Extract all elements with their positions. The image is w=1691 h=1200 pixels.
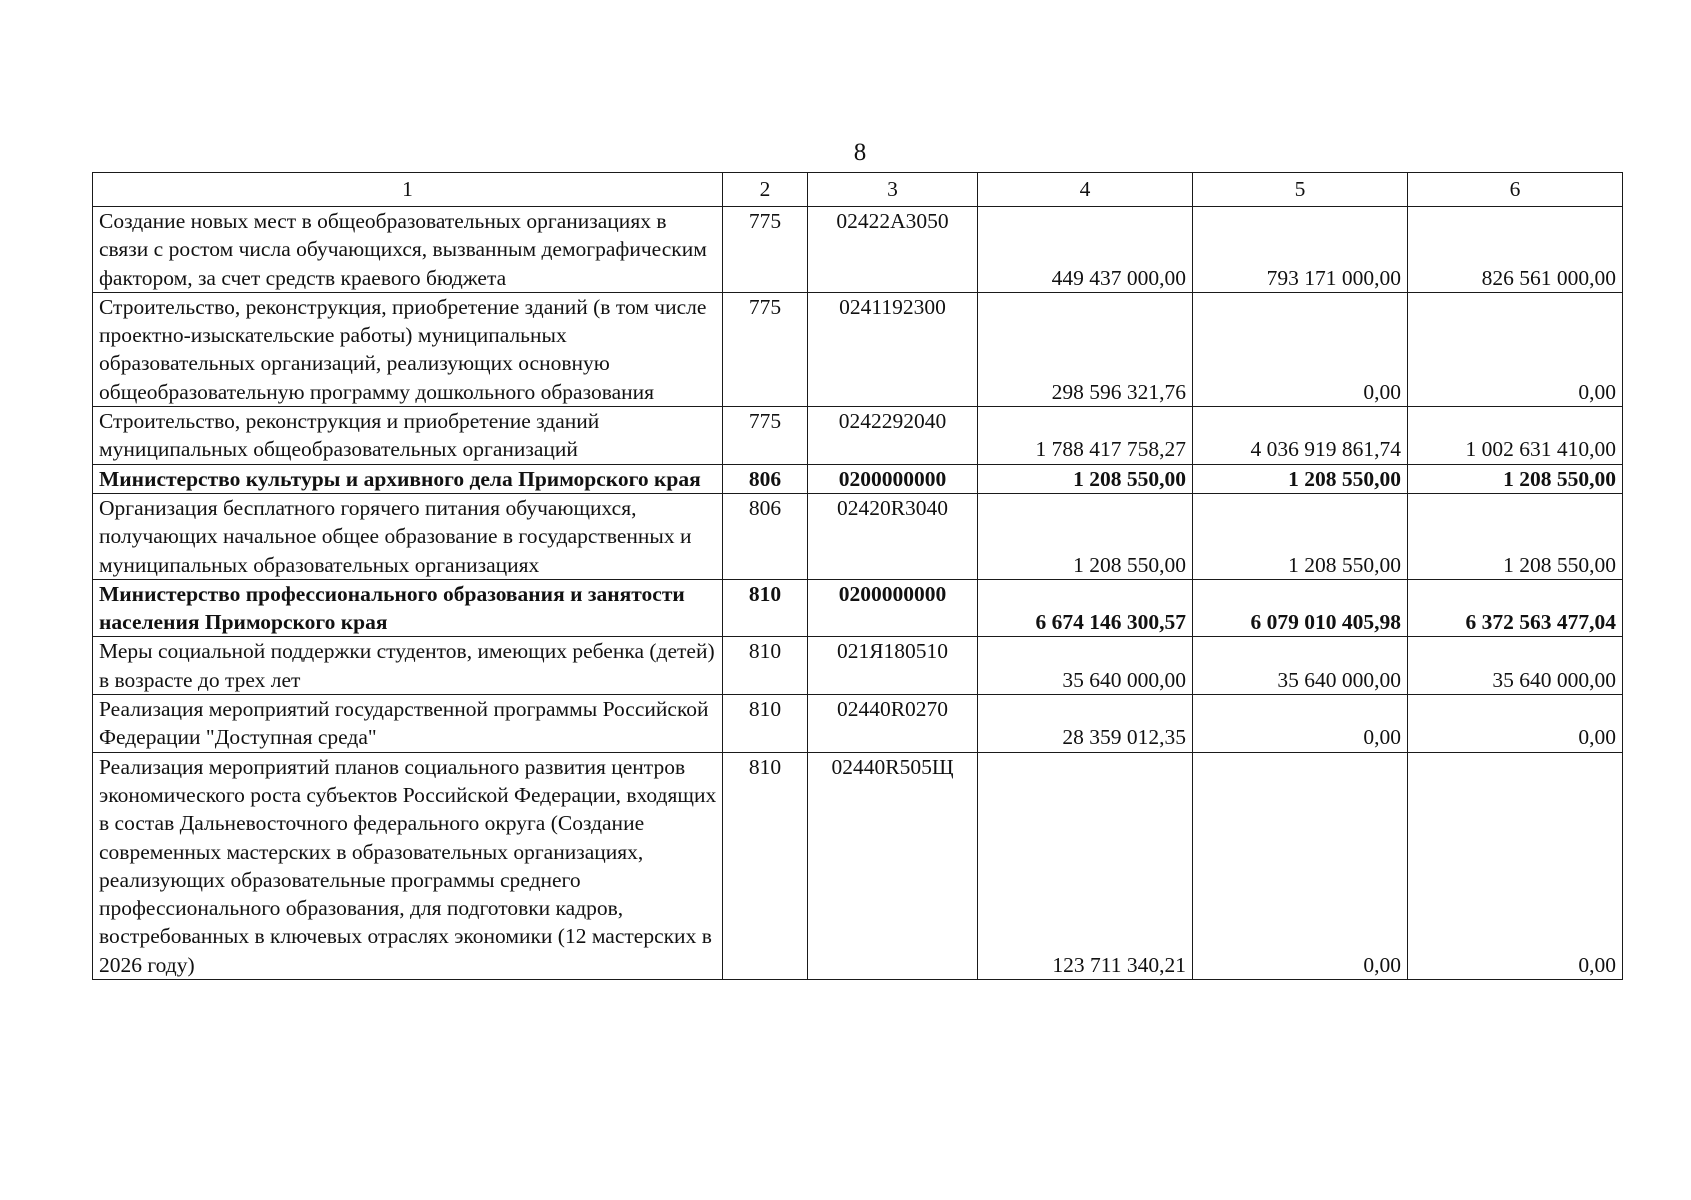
cell-amount-col4: 28 359 012,35 [978,695,1193,753]
cell-amount-col6: 1 208 550,00 [1408,464,1623,493]
cell-amount-col5: 0,00 [1193,752,1408,979]
cell-amount-col5: 0,00 [1193,695,1408,753]
table-row [93,407,1623,465]
table-row [93,695,1623,753]
cell-name: Создание новых мест в общеобразовательных организациях в связи с ростом числа обучающихся, вызванным демографическим фактором, за счет средств краевого бюджета [93,207,723,293]
table-row [93,637,1623,695]
cell-amount-col6: 826 561 000,00 [1408,207,1623,293]
cell-csr-code: 0200000000 [808,579,978,637]
cell-name: Строительство, реконструкция, приобретение зданий (в том числе проектно-изыскательские работы) муниципальных образовательных организаций, реализующих основную общеобразовательную программу дошкольного образования [93,292,723,406]
cell-amount-col4: 6 674 146 300,57 [978,579,1193,637]
table-row [93,292,1623,406]
cell-csr-code: 02420R3040 [808,493,978,579]
cell-csr-code: 021Я180510 [808,637,978,695]
table-row [93,752,1623,979]
header-col-1: 1 [93,173,723,207]
header-col-3: 3 [808,173,978,207]
cell-grbs-code: 775 [723,292,808,406]
cell-amount-col5: 35 640 000,00 [1193,637,1408,695]
cell-amount-col5: 6 079 010 405,98 [1193,579,1408,637]
header-col-6: 6 [1408,173,1623,207]
cell-csr-code: 0242292040 [808,407,978,465]
table-row-total [93,579,1623,637]
header-col-5: 5 [1193,173,1408,207]
cell-grbs-code: 810 [723,695,808,753]
cell-grbs-code: 775 [723,207,808,293]
page-number: 8 [853,139,867,166]
table-row [93,493,1623,579]
cell-csr-code: 0200000000 [808,464,978,493]
cell-amount-col6: 0,00 [1408,695,1623,753]
cell-grbs-code: 810 [723,752,808,979]
header-row [93,173,1623,207]
cell-grbs-code: 806 [723,493,808,579]
cell-amount-col4: 449 437 000,00 [978,207,1193,293]
cell-amount-col6: 35 640 000,00 [1408,637,1623,695]
cell-amount-col5: 1 208 550,00 [1193,493,1408,579]
table-row [93,207,1623,293]
cell-amount-col5: 4 036 919 861,74 [1193,407,1408,465]
cell-amount-col6: 1 002 631 410,00 [1408,407,1623,465]
cell-amount-col4: 35 640 000,00 [978,637,1193,695]
cell-name: Строительство, реконструкция и приобретение зданий муниципальных общеобразовательных организаций [93,407,723,465]
cell-amount-col5: 793 171 000,00 [1193,207,1408,293]
header-col-2: 2 [723,173,808,207]
cell-grbs-code: 775 [723,407,808,465]
cell-name: Министерство профессионального образования и занятости населения Приморского края [93,579,723,637]
table-row-total [93,464,1623,493]
cell-csr-code: 0241192300 [808,292,978,406]
cell-name: Реализация мероприятий государственной программы Российской Федерации "Доступная среда" [93,695,723,753]
cell-grbs-code: 810 [723,637,808,695]
cell-amount-col4: 123 711 340,21 [978,752,1193,979]
cell-csr-code: 02440R0270 [808,695,978,753]
cell-amount-col5: 1 208 550,00 [1193,464,1408,493]
cell-amount-col5: 0,00 [1193,292,1408,406]
cell-amount-col6: 6 372 563 477,04 [1408,579,1623,637]
cell-grbs-code: 806 [723,464,808,493]
header-col-4: 4 [978,173,1193,207]
budget-table [92,172,1623,980]
cell-grbs-code: 810 [723,579,808,637]
cell-name: Меры социальной поддержки студентов, имеющих ребенка (детей) в возрасте до трех лет [93,637,723,695]
cell-amount-col4: 298 596 321,76 [978,292,1193,406]
table-body [93,207,1623,980]
cell-csr-code: 02440R505Щ [808,752,978,979]
cell-amount-col4: 1 208 550,00 [978,464,1193,493]
cell-name: Организация бесплатного горячего питания обучающихся, получающих начальное общее образование в государственных и муниципальных образовательных организациях [93,493,723,579]
cell-amount-col4: 1 208 550,00 [978,493,1193,579]
cell-name: Министерство культуры и архивного дела Приморского края [93,464,723,493]
cell-amount-col6: 0,00 [1408,292,1623,406]
cell-amount-col6: 0,00 [1408,752,1623,979]
cell-amount-col4: 1 788 417 758,27 [978,407,1193,465]
cell-name: Реализация мероприятий планов социального развития центров экономического роста субъектов Российской Федерации, входящих в состав Дальневосточного федерального округа (Создание современных мастерских в образовательных организациях, реализующих образовательные программы среднего профессионального образования, для подготовки кадров, востребованных в ключевых отраслях экономики (12 мастерских в 2026 году) [93,752,723,979]
cell-amount-col6: 1 208 550,00 [1408,493,1623,579]
cell-csr-code: 02422А3050 [808,207,978,293]
